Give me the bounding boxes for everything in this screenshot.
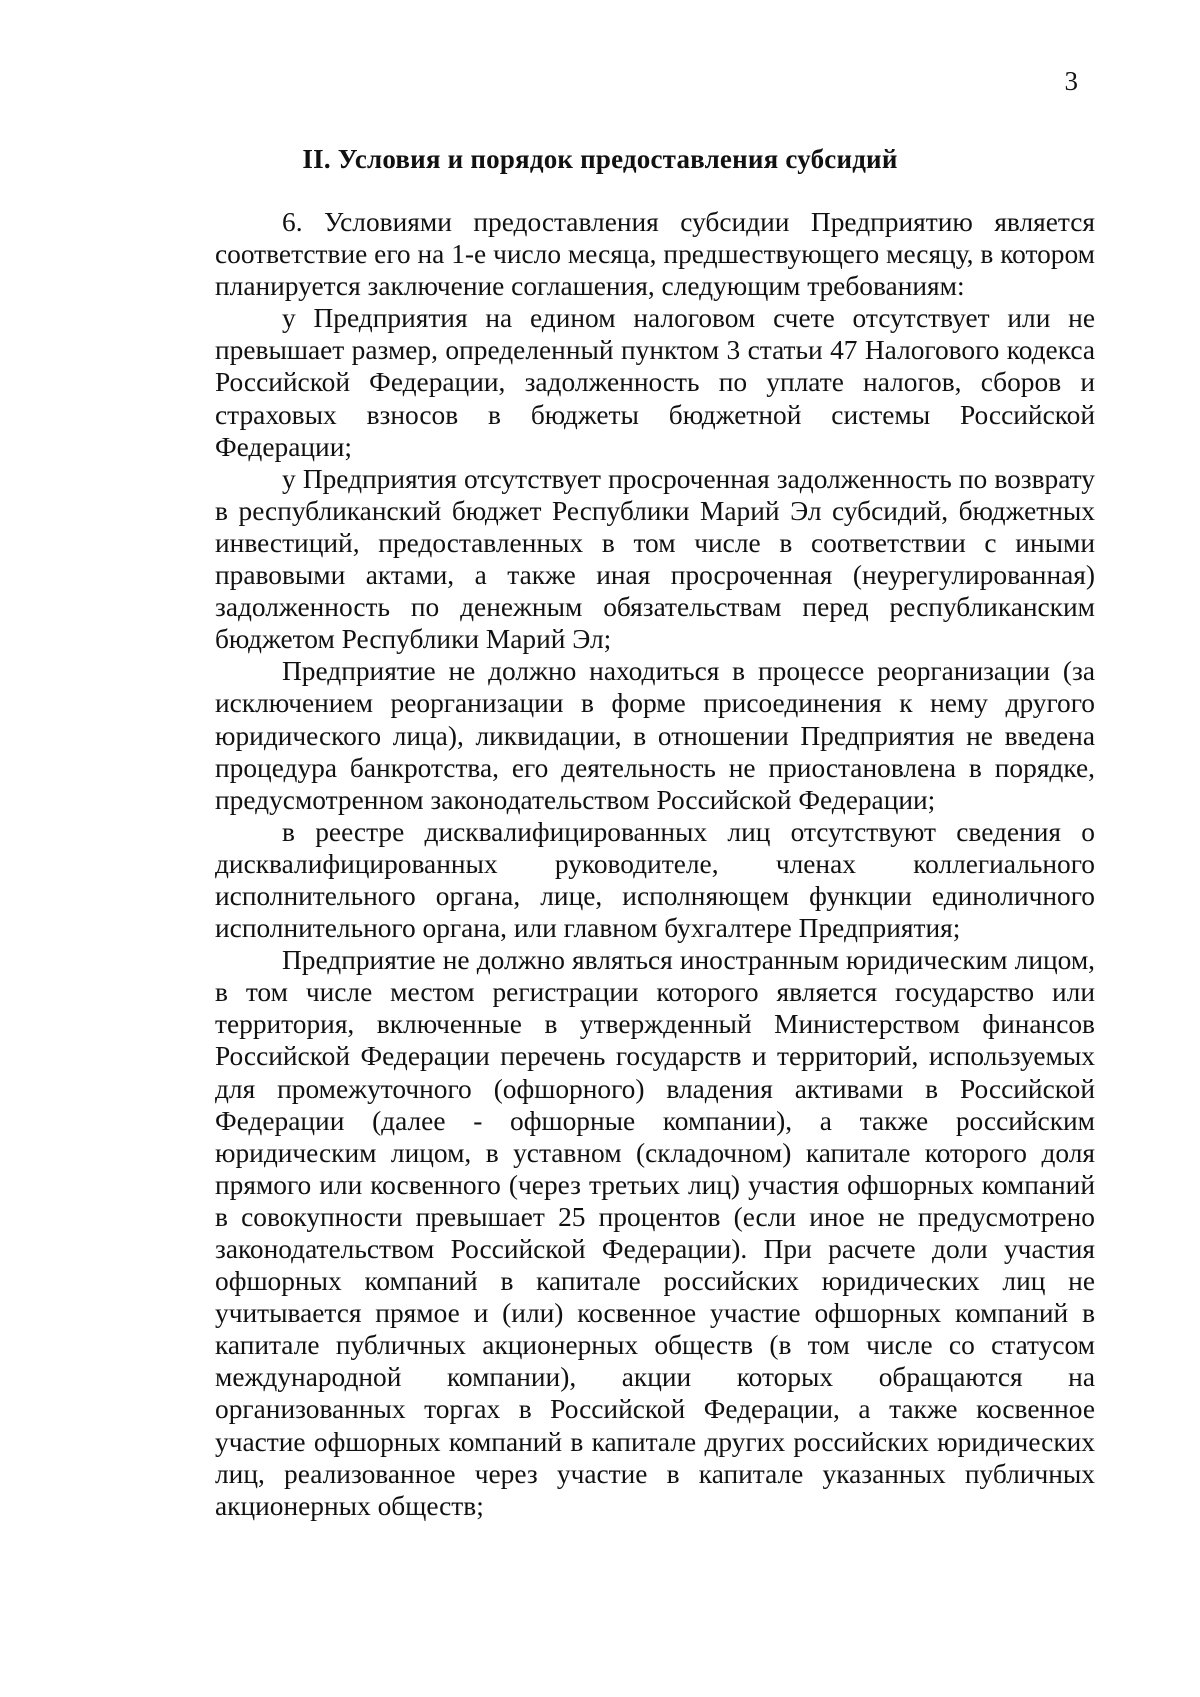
paragraph-budget-debt: у Предприятия отсутствует просроченная задолженность по возврату в республиканский бюджет Республики Марий Эл субсидий, бюджетных инвестиций, предоставленных в том числе в соответствии с иными правовыми актами, а также иная просроченная (неурегулированная) задолженность по денежным обязательствам перед республиканским бюджетом Республики Марий Эл; (215, 463, 1095, 655)
paragraph-reorganization: Предприятие не должно находиться в процессе реорганизации (за исключением реорганизации в форме присоединения к нему другого юридического лица), ликвидации, в отношении Предприятия не введена процедура банкротства, его деятельность не приостановлена в порядке, предусмотренном законодательством Российской Федерации; (215, 656, 1095, 815)
paragraph-disqualified-persons: в реестре дисквалифицированных лиц отсутствуют сведения о дисквалифицированных руководителе, членах коллегиального исполнительного органа, лице, исполняющем функции единоличного исполнительного органа, или главном бухгалтере Предприятия; (215, 816, 1095, 944)
paragraph-conditions-intro: 6. Условиями предоставления субсидии Предприятию является соответствие его на 1-е число месяца, предшествующего месяцу, в котором планируется заключение соглашения, следующим требованиям: (215, 207, 1095, 302)
page-number: 3 (1064, 66, 1078, 96)
section-heading: II. Условия и порядок предоставления субсидий (302, 144, 898, 174)
document-body (215, 206, 1095, 1522)
paragraph-offshore-companies: Предприятие не должно являться иностранным юридическим лицом, в том числе местом регистрации которого является государство или территория, включенные в утвержденный Министерством финансов Российской Федерации перечень государств и территорий, используемых для промежуточного (офшорного) владения активами в Российской Федерации (далее - офшорные компании), а также российским юридическим лицом, в уставном (складочном) капитале которого доля прямого или косвенного (через третьих лиц) участия офшорных компаний в совокупности превышает 25 процентов (если иное не предусмотрено законодательством Российской Федерации). При расчете доли участия офшорных компаний в капитале российских юридических лиц не учитывается прямое и (или) косвенное участие офшорных компаний в капитале публичных акционерных обществ (в том числе со статусом международной компании), акции которых обращаются на организованных торгах в Российской Федерации, а также косвенное участие офшорных компаний в капитале других российских юридических лиц, реализованное через участие в капитале указанных публичных акционерных обществ; (215, 945, 1095, 1521)
paragraph-tax-debt: у Предприятия на едином налоговом счете отсутствует или не превышает размер, определенный пунктом 3 статьи 47 Налогового кодекса Российской Федерации, задолженность по уплате налогов, сборов и страховых взносов в бюджеты бюджетной системы Российской Федерации; (215, 303, 1095, 462)
